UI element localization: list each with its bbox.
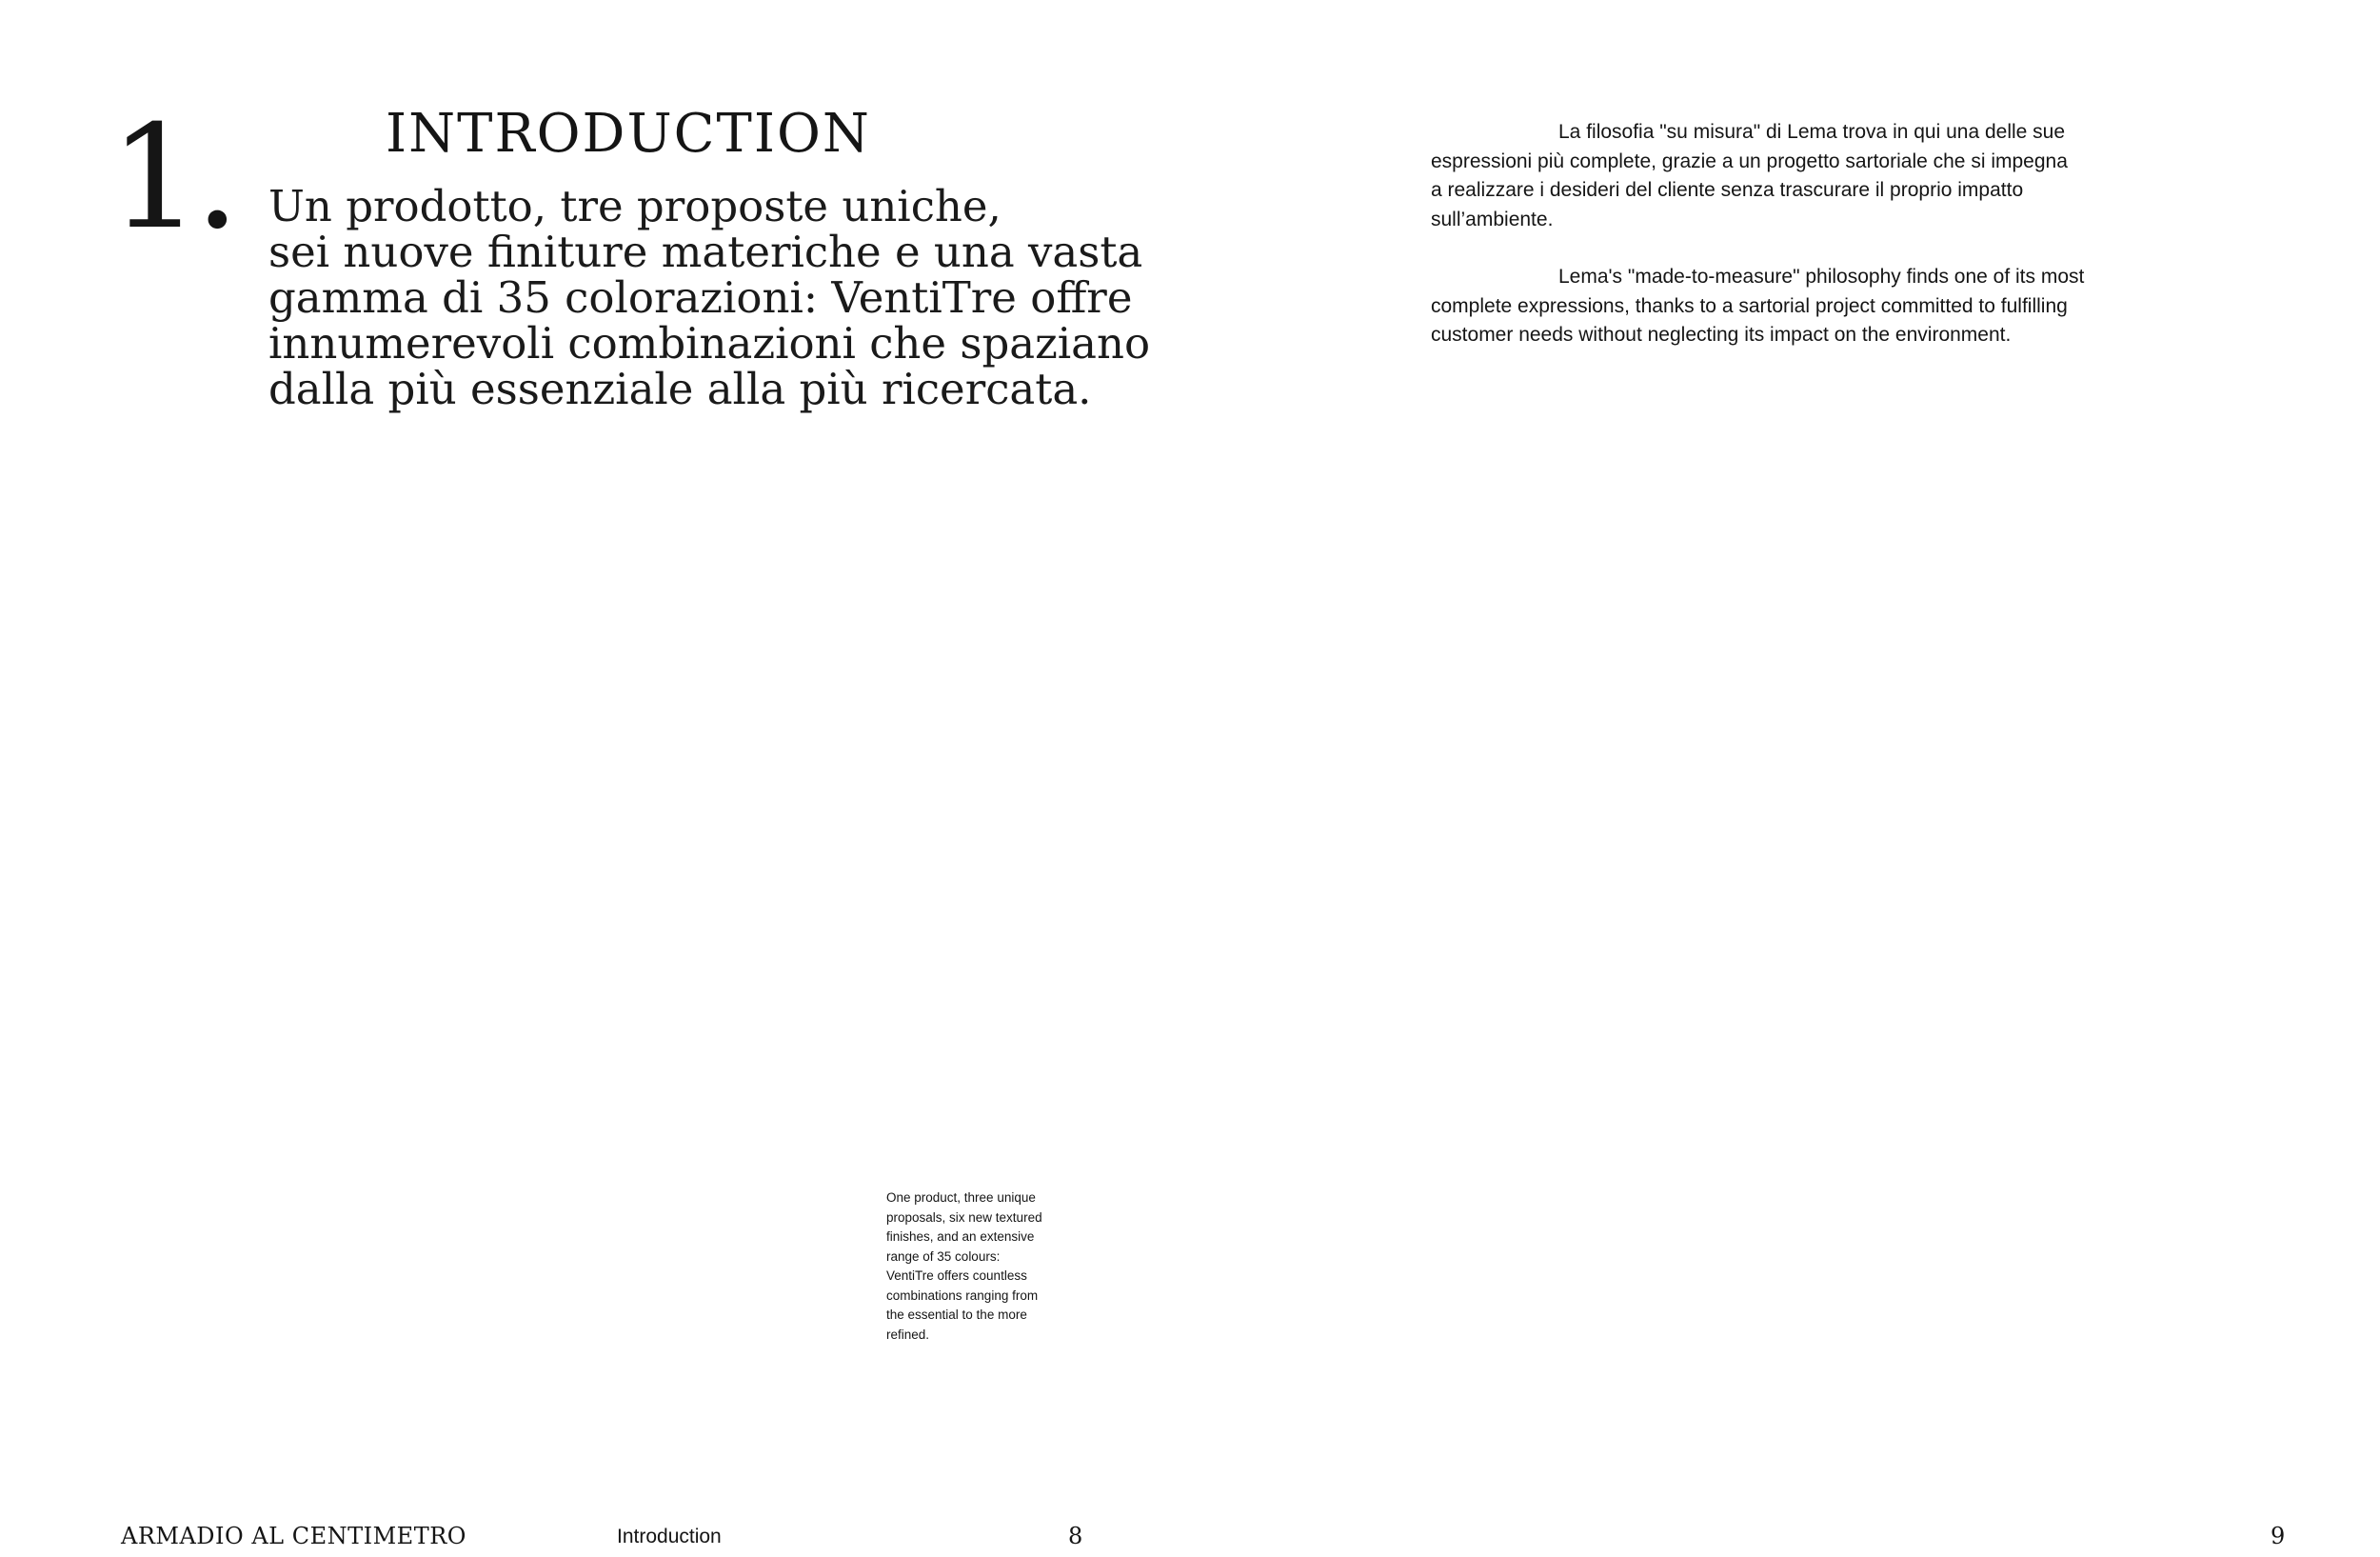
lead-line: sei nuove finiture materiche e una vasta	[268, 227, 1143, 277]
body-line: a realizzare i desideri del cliente senza trascurare il proprio impatto	[1431, 179, 2024, 202]
lead-line: dalla più essenziale alla più ricercata.	[268, 364, 1092, 414]
italian-body-text	[1431, 118, 2173, 234]
caption-line: combinations ranging from	[886, 1288, 1039, 1303]
footer-brand: ARMADIO AL CENTIMETRO	[121, 1523, 466, 1549]
body-line	[1431, 118, 2173, 148]
lead-line: Un prodotto, tre proposte uniche,	[268, 181, 1002, 231]
body-line: sull’ambiente.	[1431, 208, 1554, 230]
body-line: complete expressions, thanks to a sartorial project committed to fulfilling	[1431, 294, 2068, 317]
body-line-text: Lema's "made-to-measure" philosophy finds one of its most	[1558, 266, 2085, 288]
caption-line: One product, three unique	[886, 1190, 1036, 1205]
caption-line: VentiTre offers countless	[886, 1268, 1027, 1283]
body-line: customer needs without neglecting its impact on the environment.	[1431, 324, 2012, 347]
body-line	[1431, 263, 2173, 292]
english-caption	[886, 1188, 1096, 1345]
caption-line: range of 35 colours:	[886, 1248, 1001, 1264]
section-title: INTRODUCTION	[386, 103, 871, 165]
caption-line: refined.	[886, 1327, 930, 1342]
page-number-left: 8	[1068, 1523, 1083, 1549]
english-body-text	[1431, 263, 2173, 350]
caption-line: finishes, and an extensive	[886, 1229, 1035, 1244]
lead-line: gamma di 35 colorazioni: VentiTre offre	[268, 272, 1133, 323]
section-number: 1.	[109, 95, 235, 261]
lead-line: innumerevoli combinazioni che spaziano	[268, 318, 1151, 369]
caption-line: the essential to the more	[886, 1307, 1027, 1322]
page-number-right: 9	[2271, 1523, 2286, 1549]
lead-paragraph	[268, 181, 1151, 414]
body-line: espressioni più complete, grazie a un progetto sartoriale che si impegna	[1431, 150, 2068, 172]
footer-section-name: Introduction	[617, 1526, 722, 1547]
body-line-text: La filosofia "su misura" di Lema trova in qui una delle sue	[1558, 121, 2066, 143]
caption-line: proposals, six new textured	[886, 1209, 1042, 1225]
